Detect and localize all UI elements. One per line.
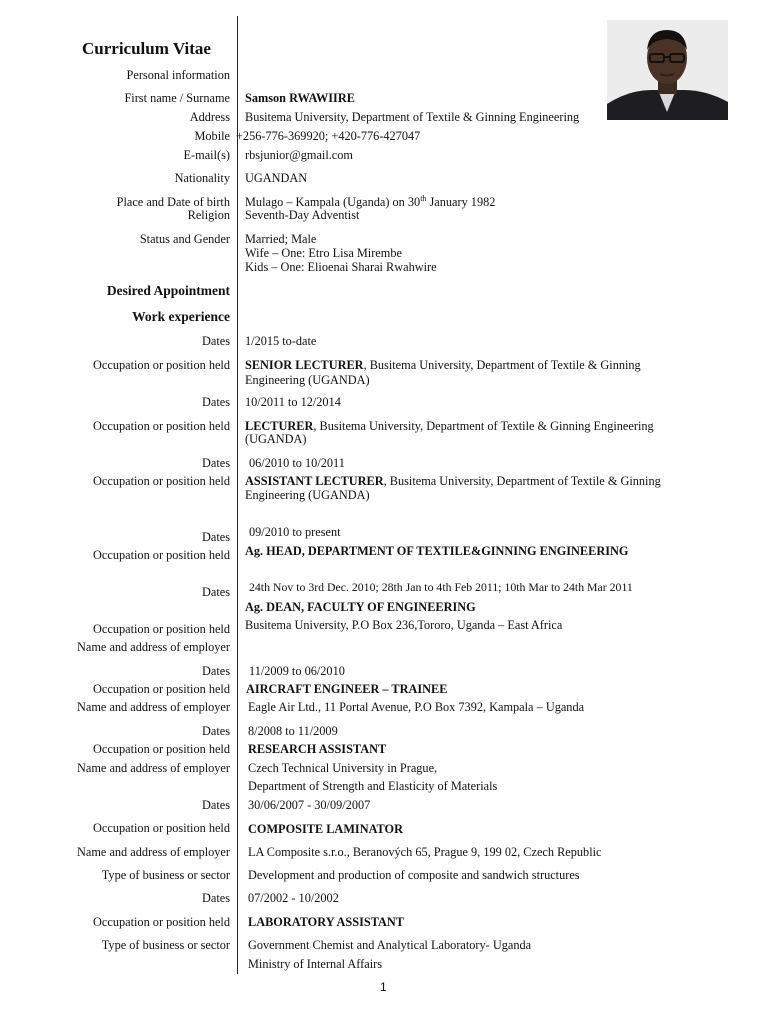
job-occupation [245, 358, 641, 372]
job-occupation [245, 474, 661, 488]
occupation-label: Occupation or position held [93, 821, 230, 835]
dates-label: Dates [202, 891, 230, 905]
birth-sup: th [420, 194, 427, 203]
job-employer: LA Composite s.r.o., Beranových 65, Prague 9, 199 02, Czech Republic [248, 845, 602, 859]
status-label: Status and Gender [139, 232, 230, 246]
occupation-label: Occupation or position held [93, 419, 230, 433]
birth-suffix: January 1982 [426, 195, 496, 209]
page-number: 1 [380, 980, 387, 994]
job-title-rest: , Busitema University, Department of Textile & Ginning [363, 358, 641, 372]
job-employer: Czech Technical University in Prague, [248, 761, 438, 775]
job-business: Development and production of composite and sandwich structures [248, 868, 580, 882]
occupation-label: Occupation or position held [93, 474, 230, 488]
kids-value: Kids – One: Elioenai Sharai Rwahwire [245, 260, 437, 274]
business-label: Type of business or sector [101, 868, 230, 882]
job-occupation-line2: Engineering (UGANDA) [245, 373, 370, 387]
employer-label: Name and address of employer [77, 761, 230, 775]
wife-value: Wife – One: Etro Lisa Mirembe [245, 246, 402, 260]
job-dates: 1/2015 to-date [245, 334, 317, 348]
occupation-label: Occupation or position held [93, 742, 230, 756]
dates-label: Dates [202, 530, 230, 544]
profile-photo [607, 20, 728, 120]
dates-label: Dates [202, 585, 230, 599]
dates-label: Dates [202, 334, 230, 348]
job-employer: Busitema University, P.O Box 236,Tororo, Uganda – East Africa [245, 618, 563, 632]
job-business-line2: Ministry of Internal Affairs [248, 957, 382, 971]
address-value: Busitema University, Department of Textile & Ginning Engineering [245, 110, 580, 124]
mobile-label: Mobile [194, 129, 230, 143]
status-value: Married; Male [245, 232, 317, 246]
job-dates: 11/2009 to 06/2010 [249, 664, 345, 678]
job-title: Ag. DEAN, FACULTY OF ENGINEERING [245, 600, 476, 614]
job-title: RESEARCH ASSISTANT [248, 742, 387, 756]
job-title-rest: , Busitema University, Department of Textile & Ginning [383, 474, 661, 488]
job-dates: 06/2010 to 10/2011 [249, 456, 345, 470]
dates-label: Dates [202, 724, 230, 738]
name-label: First name / Surname [124, 91, 230, 105]
address-label: Address [189, 110, 230, 124]
job-title: LECTURER [245, 419, 314, 433]
work-experience-heading: Work experience [132, 309, 230, 324]
dates-label: Dates [202, 798, 230, 812]
religion-value: Seventh-Day Adventist [245, 208, 360, 222]
occupation-label: Occupation or position held [93, 622, 230, 636]
job-occupation-line2: Engineering (UGANDA) [245, 488, 370, 502]
employer-label: Name and address of employer [77, 700, 230, 714]
occupation-label: Occupation or position held [93, 915, 230, 929]
dates-label: Dates [202, 456, 230, 470]
job-business: Government Chemist and Analytical Laboratory- Uganda [248, 938, 532, 952]
job-dates: 07/2002 - 10/2002 [248, 891, 339, 905]
job-dates: 24th Nov to 3rd Dec. 2010; 28th Jan to 4th Feb 2011; 10th Mar to 24th Mar 2011 [249, 580, 633, 594]
business-label: Type of business or sector [101, 938, 230, 952]
job-title: Ag. HEAD, DEPARTMENT OF TEXTILE&GINNING ENGINEERING [245, 544, 629, 558]
job-employer: Eagle Air Ltd., 11 Portal Avenue, P.O Box 7392, Kampala – Uganda [248, 700, 585, 714]
job-dates: 8/2008 to 11/2009 [248, 724, 338, 738]
job-dates: 09/2010 to present [249, 525, 341, 539]
job-occupation-line2: (UGANDA) [245, 432, 307, 446]
nationality-value: UGANDAN [245, 171, 308, 185]
job-title: AIRCRAFT ENGINEER – TRAINEE [246, 682, 448, 696]
job-employer-line2: Department of Strength and Elasticity of Materials [248, 779, 498, 793]
religion-label: Religion [187, 208, 230, 222]
employer-label: Name and address of employer [77, 845, 230, 859]
job-occupation [245, 419, 654, 433]
dates-label: Dates [202, 395, 230, 409]
birth-label: Place and Date of birth [116, 195, 230, 209]
name-value: Samson RWAWIIRE [245, 91, 355, 105]
job-dates: 10/2011 to 12/2014 [245, 395, 341, 409]
dates-label: Dates [202, 664, 230, 678]
job-dates: 30/06/2007 - 30/09/2007 [248, 798, 371, 812]
job-title: SENIOR LECTURER [245, 358, 364, 372]
email-value[interactable]: rbsjunior@gmail.com [245, 148, 353, 162]
personal-info-heading: Personal information [126, 68, 230, 82]
occupation-label: Occupation or position held [93, 548, 230, 562]
employer-label: Name and address of employer [77, 640, 230, 654]
job-title: ASSISTANT LECTURER [245, 474, 384, 488]
birth-prefix: Mulago – Kampala (Uganda) on 30 [245, 195, 421, 209]
desired-appointment-heading: Desired Appointment [106, 283, 230, 298]
occupation-label: Occupation or position held [93, 682, 230, 696]
job-title: LABORATORY ASSISTANT [248, 915, 404, 929]
job-title-rest: , Busitema University, Department of Textile & Ginning Engineering [313, 419, 654, 433]
birth-value [245, 195, 495, 209]
column-divider [237, 16, 238, 974]
cv-title: Curriculum Vitae [82, 39, 211, 58]
nationality-label: Nationality [174, 171, 230, 185]
email-label: E-mail(s) [183, 148, 230, 162]
occupation-label: Occupation or position held [93, 358, 230, 372]
mobile-value: +256-776-369920; +420-776-427047 [236, 129, 421, 143]
job-title: COMPOSITE LAMINATOR [248, 822, 403, 836]
